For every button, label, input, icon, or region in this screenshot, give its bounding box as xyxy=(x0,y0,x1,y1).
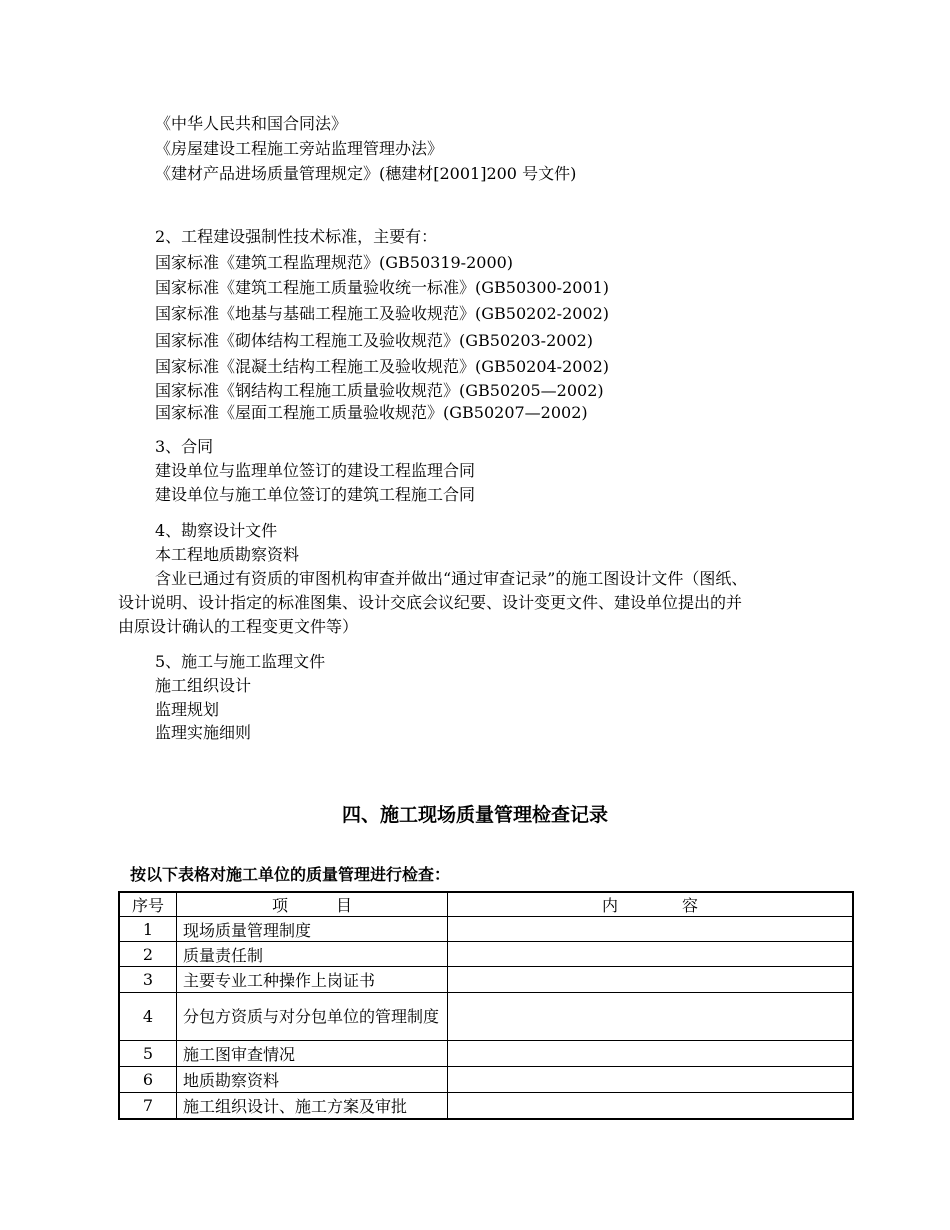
row-content[interactable] xyxy=(448,967,854,993)
table-row xyxy=(119,967,853,993)
law-line: 《房屋建设工程施工旁站监理管理办法》 xyxy=(155,139,444,158)
table-row xyxy=(119,942,853,967)
standard-item: 国家标准《钢结构工程施工质量验收规范》(GB50205—2002) xyxy=(155,381,604,400)
table-intro: 按以下表格对施工单位的质量管理进行检查： xyxy=(130,865,451,884)
table-row xyxy=(119,1067,853,1093)
construction-item: 监理规划 xyxy=(155,700,220,719)
construction-item: 监理实施细则 xyxy=(155,723,252,742)
row-content[interactable] xyxy=(448,1041,854,1067)
row-item: 地质勘察资料 xyxy=(177,1067,448,1093)
row-item: 分包方资质与对分包单位的管理制度 xyxy=(177,993,448,1041)
table-row xyxy=(119,1093,853,1119)
quality-check-table xyxy=(118,891,854,1120)
table-row xyxy=(119,993,853,1041)
header-item: 项 目 xyxy=(177,892,448,917)
survey-heading: 4、勘察设计文件 xyxy=(155,521,278,540)
row-no: 6 xyxy=(119,1067,177,1093)
contract-item: 建设单位与监理单位签订的建设工程监理合同 xyxy=(155,461,476,480)
law-line: 《建材产品进场质量管理规定》(穗建材[2001]200 号文件) xyxy=(155,164,577,183)
table-row xyxy=(119,1041,853,1067)
standard-item: 国家标准《砌体结构工程施工及验收规范》(GB50203-2002) xyxy=(155,331,594,350)
contracts-heading: 3、合同 xyxy=(155,437,214,456)
standard-item: 国家标准《屋面工程施工质量验收规范》(GB50207—2002) xyxy=(155,403,588,422)
standard-item: 国家标准《地基与基础工程施工及验收规范》(GB50202-2002) xyxy=(155,304,610,323)
standard-item: 国家标准《建筑工程施工质量验收统一标准》(GB50300-2001) xyxy=(155,278,610,297)
header-content: 内 容 xyxy=(448,892,854,917)
row-no: 2 xyxy=(119,942,177,967)
law-line: 《中华人民共和国合同法》 xyxy=(155,114,348,133)
row-content[interactable] xyxy=(448,917,854,942)
row-item: 主要专业工种操作上岗证书 xyxy=(177,967,448,993)
row-no: 1 xyxy=(119,917,177,942)
contract-item: 建设单位与施工单位签订的建筑工程施工合同 xyxy=(155,485,476,504)
standard-item: 国家标准《建筑工程监理规范》(GB50319-2000) xyxy=(155,253,514,272)
table-header-row xyxy=(119,892,853,917)
row-item: 质量责任制 xyxy=(177,942,448,967)
survey-paragraph-line: 设计说明、设计指定的标准图集、设计交底会议纪要、设计变更文件、建设单位提出的并 xyxy=(118,593,743,612)
standard-item: 国家标准《混凝土结构工程施工及验收规范》(GB50204-2002) xyxy=(155,357,610,376)
row-no: 7 xyxy=(119,1093,177,1119)
row-content[interactable] xyxy=(448,1093,854,1119)
row-no: 4 xyxy=(119,993,177,1041)
row-item: 施工组织设计、施工方案及审批 xyxy=(177,1093,448,1119)
row-content[interactable] xyxy=(448,1067,854,1093)
table-row xyxy=(119,917,853,942)
survey-paragraph-line: 含业已通过有资质的审图机构审查并做出“通过审查记录”的施工图设计文件（图纸、 xyxy=(155,569,748,588)
construction-item: 施工组织设计 xyxy=(155,676,252,695)
survey-paragraph-line: 由原设计确认的工程变更文件等） xyxy=(118,617,359,636)
survey-item: 本工程地质勘察资料 xyxy=(155,545,300,564)
section-title: 四、施工现场质量管理检查记录 xyxy=(341,804,608,826)
row-item: 现场质量管理制度 xyxy=(177,917,448,942)
construction-heading: 5、施工与施工监理文件 xyxy=(155,652,326,671)
row-item: 施工图审查情况 xyxy=(177,1041,448,1067)
row-content[interactable] xyxy=(448,942,854,967)
row-content[interactable] xyxy=(448,993,854,1041)
header-no: 序号 xyxy=(119,892,177,917)
standards-heading: 2、工程建设强制性技术标准，主要有： xyxy=(155,227,438,246)
row-no: 5 xyxy=(119,1041,177,1067)
row-no: 3 xyxy=(119,967,177,993)
